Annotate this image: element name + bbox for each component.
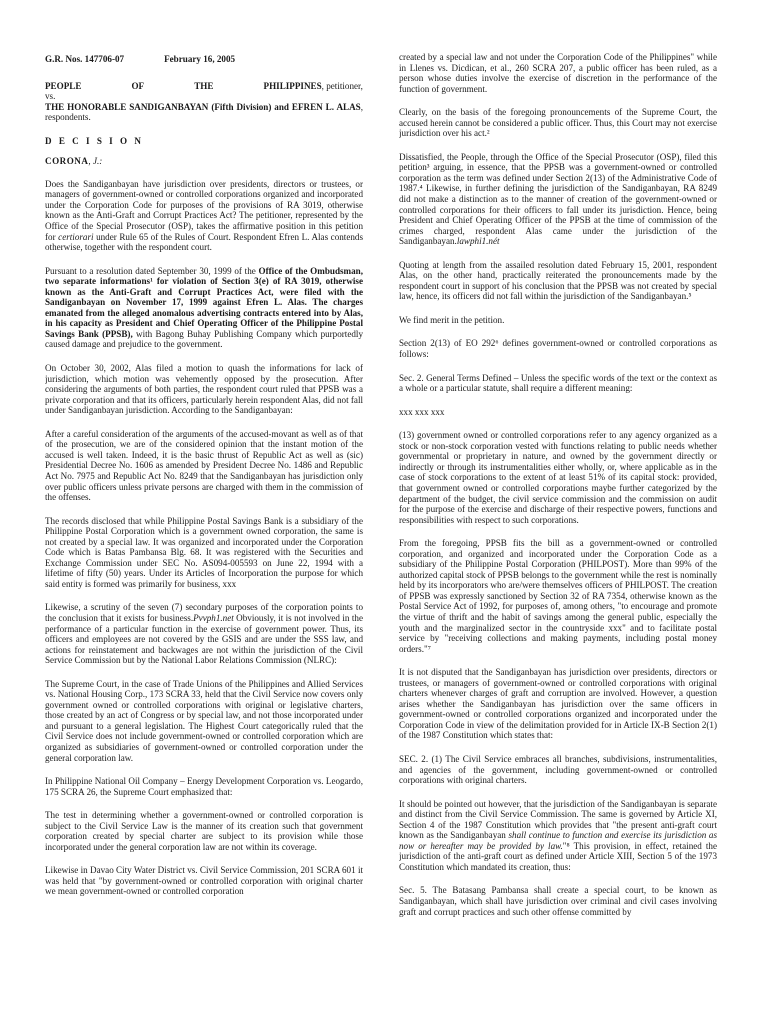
text-run-italic: certiorari xyxy=(58,231,94,242)
paragraph: On October 30, 2002, Alas filed a motion to quash the informations for lack of jurisdiction, which motion was vehemently opposed by the prosecution. After considering the arguments of both parties, the respondent court ruled that PPSB was a private corporation and that its officers, particularly herein respondent Alas, did not fall under Sandiganbayan jurisdiction. According to the Sandiganbayan: xyxy=(45,363,363,416)
text-run: under Rule 65 of the Rules of Court. Respondent Efren L. Alas contends otherwise, together with the respondent court. xyxy=(45,231,363,253)
quoted-paragraph: In Philippine National Oil Company – Energy Development Corporation vs. Leogardo, 175 SCRA 26, the Supreme Court emphasized that: xyxy=(45,776,363,797)
ponente xyxy=(45,156,363,167)
quoted-paragraph: Clearly, on the basis of the foregoing pronouncements of the Supreme Court, the accused herein cannot be considered a public officer. Thus, this Court may not exercise jurisdiction over his act.² xyxy=(399,107,717,139)
respondent-suffix: , respondents. xyxy=(45,101,363,123)
quoted-paragraph: SEC. 2. (1) The Civil Service embraces all branches, subdivisions, instrumentalities, and agencies of the government, including government-owned or controlled corporations with original charters. xyxy=(399,753,717,786)
quoted-paragraph: Sec. 5. The Batasang Pambansa shall create a special court, to be known as Sandiganbayan, which shall have jurisdiction over criminal and civil cases involving graft and corrupt practices and such other offense committed by xyxy=(399,885,717,917)
left-column xyxy=(45,54,363,1024)
text-run: Does the Sandiganbayan have jurisdiction over presidents, directors or trustees, or managers of government-owned or controlled corporations organized and incorporated under the Corporation Code for purposes of the provisions of RA 3019, otherwise known as the Anti-Graft and Corrupt Practices Act? The petitioner, represented by the Office of the Special Prosecutor (OSP), takes the affirmative position in this petition for xyxy=(45,178,363,242)
quoted-paragraph: Sec. 2. General Terms Defined – Unless the specific words of the text or the context as a whole or a particular statute, shall require a different meaning: xyxy=(399,372,717,394)
case-header xyxy=(45,54,363,65)
text-run: Obviously, it is not involved in the performance of a particular function in the exercise of government power. Thus, its officers and employees are not covered by the GSIS and are under the SSS law, and actions for reinstatement and backwages are not within the jurisdiction of the Civil Service Commission but by the National Labor Relations Commission (NLRC): xyxy=(45,612,363,666)
paragraph xyxy=(399,799,717,873)
quoted-paragraph: (13) government owned or controlled corporations refer to any agency organized as a stock or non-stock corporation vested with functions relating to public needs whether governmental or proprietary in nature, and owned by the government directly or indirectly or through its instrumentalities either wholly, or, where applicable as in the case of stock corporations to the extent of at least 51% of its capital stock: provided, that government owned or controlled corporations maybe further categorized by the department of the budget, the civil service commission and the commission on audit for the purpose of the exercise and discharge of their respective powers, functions and responsibilities with respect to such corporations. xyxy=(399,430,717,525)
paragraph: Section 2(13) of EO 292⁶ defines government-owned or controlled corporations as follows: xyxy=(399,338,717,360)
quoted-paragraph: The Supreme Court, in the case of Trade Unions of the Philippines and Allied Services vs. National Housing Corp., 173 SCRA 33, held that the Civil Service now covers only government owned or controlled corporations with original or legislative charters, those created by an act of Congress or by special law, and not those incorporated under and pursuant to a general legislation. The Highest Court categorically ruled that the Civil Service does not include government-owned or controlled corporation which are organized as subsidiaries of government-owned or controlled corporation under the general corporation law. xyxy=(45,678,363,763)
party-word: OF xyxy=(131,80,145,91)
paragraph: We find merit in the petition. xyxy=(399,314,505,325)
text-run: with Bagong Buhay Publishing Company which purportedly caused damage and prejudice to the government. xyxy=(45,328,363,350)
respondent-line xyxy=(45,102,363,123)
petitioner-suffix: , petitioner, xyxy=(321,80,363,91)
decision-title: D E C I S I O N xyxy=(45,135,144,146)
text-run: It should be pointed out however, that the jurisdiction of the Sandiganbayan is separate and distinct from the Civil Service Commission. The same is governed by Article XI, Section 4 of the 1987 Constitution which provides that "the present anti-graft court known as the Sandiganbayan xyxy=(399,798,717,841)
decision-date: February 16, 2005 xyxy=(164,54,236,64)
gr-number: G.R. Nos. 147706-07 xyxy=(45,54,125,64)
paragraph: It is not disputed that the Sandiganbayan has jurisdiction over presidents, directors or trustees, or managers of government-owned or controlled corporations with original charters whenever charges of graft and corruption are involved. However, a question arises whether the Sandiganbayan has jurisdiction over the same officers in government-owned or controlled corporations organized and incorporated under the Corporation Code in view of the delimitation provided for in Article IX-B Section 2(1) of the 1987 Constitution which states that: xyxy=(399,667,717,741)
respondent-name: THE HONORABLE SANDIGANBAYAN (Fifth Division) and EFREN L. ALAS xyxy=(45,101,361,112)
ellipsis-line: xxx xxx xxx xyxy=(399,406,445,417)
party-word: PEOPLE xyxy=(45,80,82,91)
quoted-paragraph: After a careful consideration of the arguments of the accused-movant as well as of that of the prosecution, we are of the considered opinion that the instant motion of the accused is well taken. Indeed, it is the basic thrust of Republic Act as well as (sic) Presidential Decree No. 1606 as amended by President Decree No. 1486 and Republic Act No. 7975 and Republic Act No. 8249 that the Sandiganbayan has jurisdiction only over public officers unless private persons are charged with them in the commission of the offenses. xyxy=(45,428,363,503)
text-run-italic: shall continue to function and exercise its jurisdiction as now or hereafter may be provided by law. xyxy=(399,830,717,851)
quoted-paragraph: The test in determining whether a government-owned or controlled corporation is subject to the Civil Service Law is the manner of its creation such that government corporation created by special charter are subject to its provision while those incorporated under the general corporation law are not within its coverage. xyxy=(45,810,363,852)
quoted-paragraph: Likewise in Davao City Water District vs. Civil Service Commission, 201 SCRA 601 it was held that "by government-owned or controlled corporation with original charter we mean government-owned or controlled corporation xyxy=(45,865,363,897)
ponente-name: CORONA xyxy=(45,156,89,167)
right-column xyxy=(399,52,717,1024)
text-run-bold: Office of the Ombudsman, two separate informations¹ for violation of Section 3(e) of RA 3019, otherwise known as the Anti-Graft and Corrupt Practices Act, were filed with the Sandiganbayan on November 17, 1999 against Efren L. Alas. The charges emanated from the alleged anomalous advertising contracts entered into by Alas, in his capacity as President and Chief Operating Officer of the Philippine Postal Savings Bank (PPSB), xyxy=(45,265,363,339)
party-word: THE xyxy=(194,80,214,91)
paragraph xyxy=(45,179,363,253)
quoted-paragraph xyxy=(45,602,363,665)
paragraph: From the foregoing, PPSB fits the bill as a government-owned or controlled corporation, and organized and incorporated under the Corporation Code as a subsidiary of the Philippine Postal Corporation (PHILPOST). More than 99% of the authorized capital stock of PPSB belongs to the government while the rest is nominally held by its incorporators who are/were themselves officers of PHILPOST. The creation of PPSB was expressly sanctioned by Section 32 of RA 7354, otherwise known as the Postal Service Act of 1992, for purposes of, among others, "to encourage and promote the virtue of thrift and the habit of savings among the general public, especially the youth and the marginalized sector in the countryside xxx" and to facilitate postal service by "receiving collections and making payments, including postal money orders."⁷ xyxy=(399,538,717,654)
paragraph xyxy=(45,266,363,350)
paragraph xyxy=(399,152,717,247)
party-word: PHILIPPINES xyxy=(263,80,322,91)
text-run: Likewise, a scrutiny of the seven (7) secondary purposes of the corporation points to the conclusion that it exists for business. xyxy=(45,602,363,623)
petitioner-tail xyxy=(264,81,363,92)
text-run-italic: lawphi1.nét xyxy=(456,236,500,247)
text-run: "⁸ This provision, in effect, retained the jurisdiction of the anti-graft court as defined under Article XIII, Section 5 of the 1973 Constitution which mandated its creation, thus: xyxy=(399,840,717,872)
quoted-paragraph: The records disclosed that while Philippine Postal Savings Bank is a subsidiary of the Philippine Postal Corporation which is a government owned corporation, the same is not created by a special law. It was organized and incorporated under the Corporation Code which is Batas Pambansa Blg. 68. It was registered with the Securities and Exchange Commission under SEC No. AS094-005593 on June 22, 1994 with a lifetime of fifty (50) years. Under its Articles of Incorporation the purpose for which said entity is formed was primarily for business, xxx xyxy=(45,515,363,589)
paragraph: Quoting at length from the assailed resolution dated February 15, 2001, respondent Alas, on the other hand, practically reiterated the pronouncements made by the respondent court in support of his conclusion that the PPSB was not created by special law, hence, its officers did not fall within the jurisdiction of the Sandiganbayan.⁵ xyxy=(399,259,717,302)
quoted-paragraph: created by a special law and not under the Corporation Code of the Philippines" while in Llenes vs. Dicdican, et al., 260 SCRA 207, a public officer has been ruled, as a person whose duties involve the exercise of discretion in the performance of the function of government. xyxy=(399,52,717,94)
text-run-italic: Pvvph1.net xyxy=(193,612,234,623)
text-run: Dissatisfied, the People, through the Office of the Special Prosecutor (OSP), filed this petition³ arguing, in essence, that the PPSB was a government-owned or controlled corporation as the term was defined under Section 2(13) of the Administrative Code of 1987.⁴ Likewise, in further defining the jurisdiction of the Sandiganbayan, RA 8249 did not make a distinction as to the manner of creation of the government-owned or controlled corporations for their officers to fall under its jurisdiction. Hence, being President and Chief Operating Officer of the PPSB at the time of commission of the crimes charged, respondent Alas came under the jurisdiction of the Sandiganbayan. xyxy=(399,151,717,247)
petitioner-line xyxy=(45,81,363,92)
ponente-suffix: , J.: xyxy=(88,156,103,167)
text-run: Pursuant to a resolution dated September 30, 1999 of the xyxy=(45,265,259,276)
vs-line: vs. xyxy=(45,91,56,102)
